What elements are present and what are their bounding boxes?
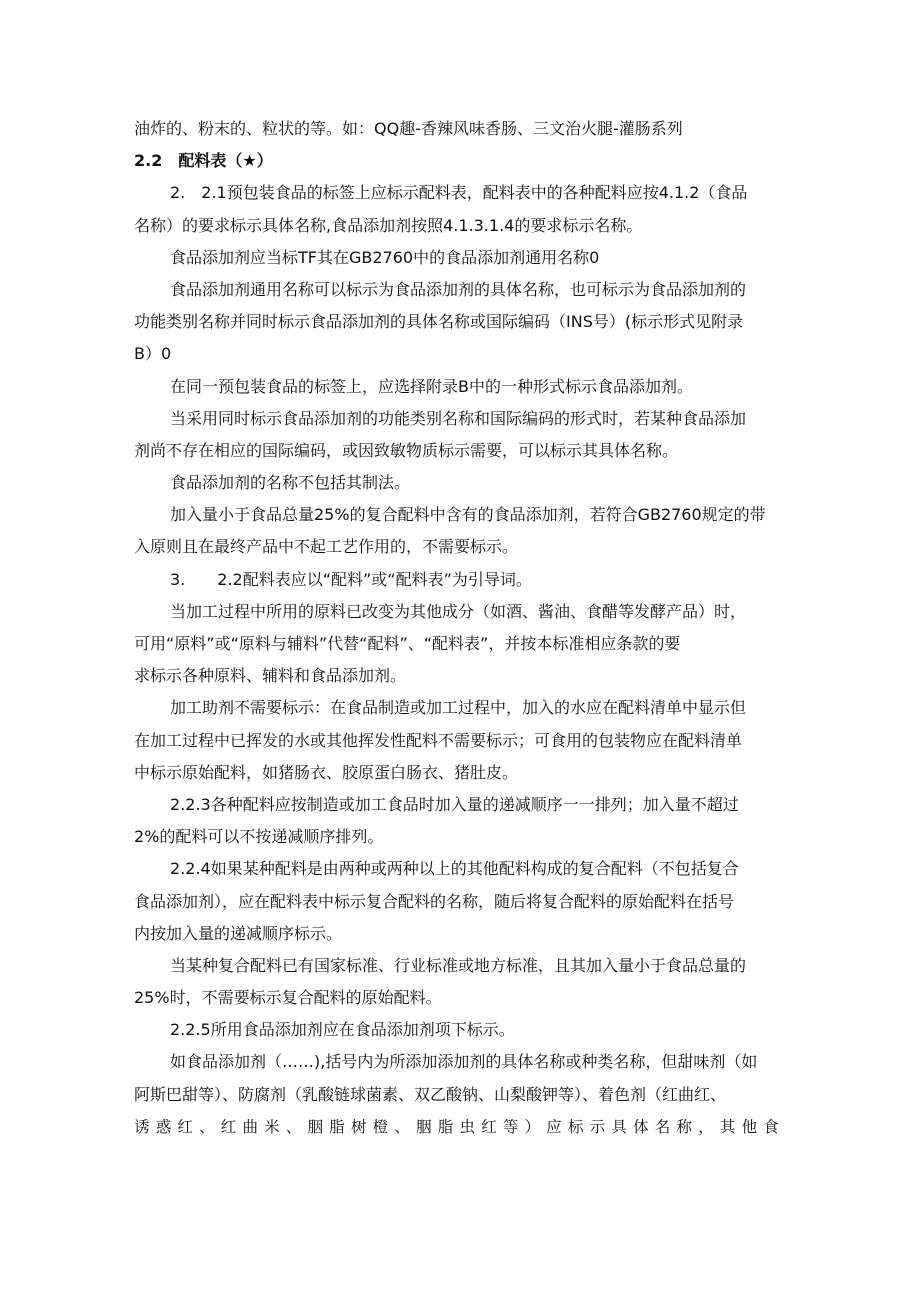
paragraph-line: 2.2.3各种配料应按制造或加工食品时加入量的递减顺序一一排列；加入量不超过 <box>170 794 739 814</box>
paragraph-line: 食品添加剂），应在配料表中标示复合配料的名称，随后将复合配料的原始配料在括号 <box>134 891 735 911</box>
paragraph-line: 诱惑红、红曲米、胭脂树橙、胭脂虫红等）应标示具体名称，其他食 <box>134 1117 786 1136</box>
paragraph-line: 如食品添加剂（……),括号内为所添加添加剂的具体名称或种类名称，但甜味剂（如 <box>170 1052 758 1072</box>
paragraph-line: 3. 2.2配料表应以“配料”或“配料表”为引导词。 <box>170 569 532 589</box>
paragraph-line: B）0 <box>134 344 172 364</box>
paragraph-line: 2%的配料可以不按递减顺序排列。 <box>134 827 384 847</box>
paragraph-line: 当加工过程中所用的原料已改变为其他成分（如酒、酱油、食醋等发酵产品）时， <box>170 601 747 621</box>
paragraph-line: 阿斯巴甜等）、防腐剂（乳酸链球菌素、双乙酸钠、山梨酸钾等）、着色剂（红曲红、 <box>134 1084 727 1104</box>
section-heading: 2.2 配料表（★） <box>134 151 273 171</box>
paragraph-line: 功能类别名称并同时标示食品添加剂的具体名称或国际编码（INS号）(标示形式见附录 <box>134 312 744 332</box>
paragraph-line: 名称）的要求标示具体名称,食品添加剂按照4.1.3.1.4的要求标示名称。 <box>134 215 643 235</box>
paragraph-line: 25%时，不需要标示复合配料的原始配料。 <box>134 988 442 1008</box>
paragraph-line: 食品添加剂应当标TF其在GB2760中的食品添加剂通用名称0 <box>170 247 600 267</box>
paragraph-line: 油炸的、粉末的、粒状的等。如：QQ趣-香辣风味香肠、三文治火腿-灌肠系列 <box>134 119 683 138</box>
paragraph-line: 可用“原料”或“原料与辅料”代替“配料”、“配料表”，并按本标准相应条款的要 <box>134 634 681 653</box>
paragraph-line: 2.2.5所用食品添加剂应在食品添加剂项下标示。 <box>170 1020 515 1040</box>
paragraph-line: 在加工过程中已挥发的水或其他挥发性配料不需要标示；可食用的包装物应在配料清单 <box>134 730 743 750</box>
paragraph-line: 当采用同时标示食品添加剂的功能类别名称和国际编码的形式时，若某种食品添加 <box>170 408 747 428</box>
paragraph-line: 2.2.4如果某种配料是由两种或两种以上的其他配料构成的复合配料（不包括复合 <box>170 859 739 879</box>
paragraph-line: 加工助剂不需要标示：在食品制造或加工过程中，加入的水应在配料清单中显示但 <box>170 698 747 718</box>
paragraph-line: 2. 2.1预包装食品的标签上应标示配料表，配料表中的各种配料应按4.1.2（食品 <box>170 183 748 203</box>
paragraph-line: 在同一预包装食品的标签上，应选择附录B中的一种形式标示食品添加剂。 <box>170 376 693 396</box>
document-body <box>134 113 786 1143</box>
paragraph-line: 中标示原始配料，如猪肠衣、胶原蛋白肠衣、猪肚皮。 <box>134 762 519 782</box>
paragraph-line: 内按加入量的递减顺序标示。 <box>134 923 343 943</box>
paragraph-line: 加入量小于食品总量25%的复合配料中含有的食品添加剂，若符合GB2760规定的带 <box>170 505 766 525</box>
paragraph-line: 当某种复合配料已有国家标准、行业标准或地方标准，且其加入量小于食品总量的 <box>170 955 747 975</box>
paragraph-line: 食品添加剂的名称不包括其制法。 <box>170 473 411 493</box>
paragraph-line: 求标示各种原料、辅料和食品添加剂。 <box>134 666 407 686</box>
paragraph-line: 剂尚不存在相应的国际编码，或因致敏物质标示需要，可以标示其具体名称。 <box>134 440 679 460</box>
paragraph-line: 入原则且在最终产品中不起工艺作用的，不需要标示。 <box>134 537 519 557</box>
paragraph-line: 食品添加剂通用名称可以标示为食品添加剂的具体名称，也可标示为食品添加剂的 <box>170 279 747 299</box>
